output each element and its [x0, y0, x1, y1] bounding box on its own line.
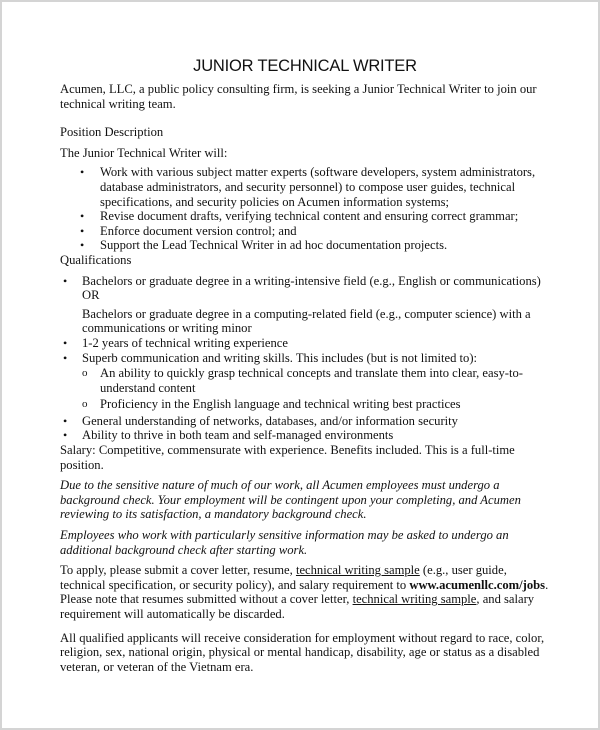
- intro-paragraph: Acumen, LLC, a public policy consulting firm, is seeking a Junior Technical Writer to join our technical writing team.: [60, 82, 537, 111]
- sub-list-item: [82, 366, 550, 395]
- list-item: [60, 238, 550, 253]
- writing-sample-link[interactable]: technical writing sample: [295, 563, 420, 578]
- document-content: [60, 56, 550, 674]
- position-lead: The Junior Technical Writer will:: [60, 145, 228, 160]
- writing-sample-link[interactable]: technical writing sample: [352, 592, 477, 607]
- list-item-ability: [60, 428, 550, 443]
- job-title: JUNIOR TECHNICAL WRITER: [193, 57, 417, 75]
- jobs-url[interactable]: www.acumenllc.com/jobs: [409, 577, 546, 592]
- skills-text: Superb communication and writing skills. This includes (but is not limited to):: [82, 350, 478, 365]
- duty-text: Work with various subject matter experts (software developers, system administrators, database administrators, and security personnel) to compose user guides, technical specifications, and security policies on Acumen information systems;: [100, 165, 536, 209]
- list-item: [60, 224, 550, 239]
- duties-list: [60, 165, 550, 253]
- eeo-paragraph: All qualified applicants will receive consideration for employment without regard to race, color, religion, sex, national origin, physical or mental handicap, disability, age or status as a disabled veteran, or veteran of the Vietnam era.: [60, 630, 545, 674]
- experience-text: 1-2 years of technical writing experience: [82, 335, 288, 350]
- qualifications-heading: Qualifications: [60, 252, 132, 267]
- bullet-icon: •: [63, 273, 68, 288]
- sub-list-item: [82, 397, 550, 412]
- background-check-paragraph: Due to the sensitive nature of much of our work, all Acumen employees must undergo a background check. Your employment will be contingent upon your completing, and Acumen reviewing to its satisfaction, a mandatory background check.: [60, 478, 521, 522]
- hollow-bullet-icon: o: [82, 398, 88, 411]
- bullet-icon: •: [63, 428, 68, 443]
- list-item-understanding: [60, 414, 550, 429]
- understanding-text: General understanding of networks, databases, and/or information security: [82, 413, 458, 428]
- degree-option-b: Bachelors or graduate degree in a computing-related field (e.g., computer science) with a communications or writing minor: [82, 306, 531, 336]
- sub-item-text: Proficiency in the English language and technical writing best practices: [100, 397, 461, 412]
- bullet-icon: •: [63, 335, 68, 350]
- bullet-icon: •: [63, 350, 68, 365]
- bullet-icon: •: [80, 165, 85, 180]
- ability-text: Ability to thrive in both team and self-managed environments: [82, 428, 394, 443]
- duty-text: Revise document drafts, verifying technical content and ensuring correct grammar;: [100, 209, 519, 224]
- qualifications-list: [60, 274, 550, 444]
- position-description-heading: Position Description: [60, 125, 164, 140]
- degree-or: OR: [82, 288, 100, 303]
- list-item: [60, 165, 550, 209]
- additional-check-paragraph: Employees who work with particularly sensitive information may be asked to undergo an additional background check after starting work.: [60, 528, 509, 557]
- salary-paragraph: Salary: Competitive, commensurate with experience. Benefits included. This is a full-time position.: [60, 443, 515, 472]
- list-item-skills: [60, 351, 550, 412]
- list-item: [60, 209, 550, 224]
- apply-text: To apply, please submit a cover letter, resume,: [60, 563, 296, 578]
- duty-text: Support the Lead Technical Writer in ad hoc documentation projects.: [100, 238, 448, 253]
- list-item-degree: [60, 274, 550, 336]
- degree-option-a: Bachelors or graduate degree in a writing-intensive field (e.g., English or communications): [82, 273, 541, 288]
- duty-text: Enforce document version control; and: [100, 223, 297, 238]
- apply-text: (e.g., user guide, technical specification, or security policy), and salary requirement to: [60, 563, 507, 592]
- hollow-bullet-icon: o: [82, 367, 88, 380]
- bullet-icon: •: [80, 209, 85, 224]
- skills-sub-list: [82, 366, 550, 412]
- apply-paragraph: [60, 563, 550, 621]
- list-item-experience: [60, 336, 550, 351]
- apply-text: , and salary requirement will automatically be discarded.: [60, 592, 535, 621]
- bullet-icon: •: [63, 413, 68, 428]
- apply-text: . Please note that resumes submitted without a cover letter,: [60, 577, 549, 607]
- bullet-icon: •: [80, 223, 85, 238]
- sub-item-text: An ability to quickly grasp technical concepts and translate them into clear, easy-to-understand content: [100, 366, 523, 395]
- bullet-icon: •: [80, 238, 85, 253]
